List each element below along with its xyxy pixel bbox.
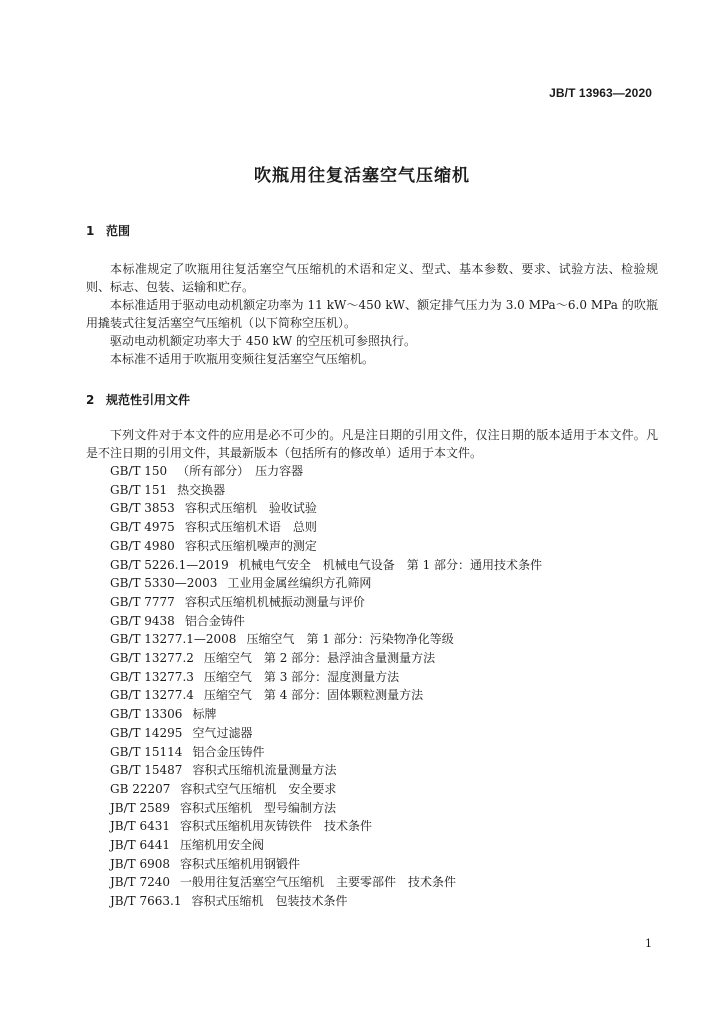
- section-2-intro: 下列文件对于本文件的应用是必不可少的。凡是注日期的引用文件，仅注日期的版本适用于本文件。凡是不注日期的引用文件，其最新版本（包括所有的修改单）适用于本文件。: [86, 428, 658, 460]
- reference-code: JB/T 7240: [110, 875, 171, 890]
- reference-list: [110, 462, 542, 911]
- section-1-paragraph: 本标准适用于驱动电动机额定功率为 11 kW～450 kW、额定排气压力为 3.0 MPa～6.0 MPa 的吹瓶用撬装式往复活塞空气压缩机（以下简称空压机）。: [86, 298, 658, 330]
- reference-item: [110, 556, 542, 575]
- reference-title: 容积式压缩机术语 总则: [184, 520, 317, 535]
- section-1-paragraph: 本标准不适用于吹瓶用变频往复活塞空气压缩机。: [110, 352, 375, 366]
- reference-item: [110, 705, 542, 724]
- reference-item: [110, 593, 542, 612]
- reference-title: 容积式压缩机 验收试验: [184, 501, 317, 516]
- reference-item: [110, 743, 542, 762]
- reference-item: [110, 761, 542, 780]
- section-1-paragraph: 驱动电动机额定功率大于 450 kW 的空压机可参照执行。: [110, 334, 416, 348]
- reference-item: [110, 537, 542, 556]
- reference-code: GB/T 150: [110, 464, 168, 478]
- reference-code: JB/T 7663.1: [110, 894, 182, 909]
- reference-title: （所有部分） 压力容器: [177, 464, 304, 478]
- reference-title: 压缩空气 第 2 部分：悬浮油含量测量方法: [203, 651, 436, 666]
- reference-code: JB/T 2589: [110, 800, 171, 815]
- section-2-number: 2: [86, 393, 95, 407]
- reference-title: 热交换器: [177, 482, 226, 497]
- reference-title: 空气过滤器: [192, 725, 253, 740]
- reference-title: 容积式压缩机用钢锻件: [180, 856, 301, 871]
- document-title: 吹瓶用往复活塞空气压缩机: [254, 166, 470, 186]
- reference-title: 标牌: [192, 707, 217, 722]
- reference-item: [110, 612, 542, 631]
- reference-title: 铝合金压铸件: [192, 744, 265, 759]
- reference-title: 容积式压缩机用灰铸铁件 技术条件: [180, 819, 373, 834]
- reference-item: [110, 873, 542, 892]
- reference-title: 机械电气安全 机械电气设备 第 1 部分：通用技术条件: [238, 557, 543, 572]
- reference-title: 铝合金铸件: [184, 613, 245, 628]
- reference-title: 容积式压缩机机械振动测量与评价: [184, 594, 365, 609]
- reference-code: GB/T 5330—2003: [110, 576, 218, 591]
- reference-item: [110, 817, 542, 836]
- reference-title: 容积式空气压缩机 安全要求: [180, 781, 337, 796]
- reference-code: GB/T 13306: [110, 707, 183, 722]
- standard-code: JB/T 13963—2020: [549, 86, 652, 100]
- reference-title: 容积式压缩机 型号编制方法: [180, 800, 337, 815]
- reference-item: [110, 649, 542, 668]
- reference-item: [110, 724, 542, 743]
- reference-item: [110, 836, 542, 855]
- reference-item: [110, 499, 542, 518]
- reference-code: GB/T 4975: [110, 520, 175, 535]
- section-1-heading: [86, 222, 130, 239]
- reference-code: GB/T 15114: [110, 744, 183, 759]
- reference-code: JB/T 6908: [110, 856, 171, 871]
- reference-item: [110, 481, 542, 500]
- reference-title: 压缩空气 第 4 部分：固体颗粒测量方法: [203, 688, 424, 703]
- reference-code: GB/T 7777: [110, 594, 175, 609]
- reference-title: 压缩空气 第 1 部分：污染物净化等级: [246, 632, 454, 647]
- section-2-heading: [86, 391, 190, 408]
- reference-item: [110, 518, 542, 537]
- reference-code: GB/T 13277.4: [110, 688, 194, 703]
- reference-item: [110, 630, 542, 649]
- reference-item: [110, 780, 542, 799]
- reference-item: [110, 686, 542, 705]
- reference-title: 压缩机用安全阀: [180, 838, 265, 853]
- section-1-number: 1: [86, 224, 95, 238]
- reference-item: [110, 574, 542, 593]
- reference-item: [110, 462, 542, 481]
- reference-code: GB/T 13277.1—2008: [110, 632, 237, 647]
- reference-code: GB 22207: [110, 781, 171, 796]
- reference-code: GB/T 15487: [110, 763, 183, 778]
- reference-code: GB/T 3853: [110, 501, 175, 516]
- section-1-paragraph: 本标准规定了吹瓶用往复活塞空气压缩机的术语和定义、型式、基本参数、要求、试验方法、检验规则、标志、包装、运输和贮存。: [86, 262, 658, 294]
- reference-code: GB/T 4980: [110, 538, 175, 553]
- reference-title: 容积式压缩机噪声的测定: [184, 538, 317, 553]
- reference-code: GB/T 5226.1—2019: [110, 557, 229, 572]
- section-1-title: 范围: [106, 224, 131, 238]
- reference-title: 容积式压缩机流量测量方法: [192, 763, 337, 778]
- reference-title: 一般用往复活塞空气压缩机 主要零部件 技术条件: [180, 875, 457, 890]
- reference-title: 容积式压缩机 包装技术条件: [191, 894, 348, 909]
- reference-item: [110, 668, 542, 687]
- section-1-body: [86, 260, 658, 368]
- page-number: 1: [645, 937, 652, 950]
- section-2-title: 规范性引用文件: [106, 393, 191, 407]
- reference-code: JB/T 6441: [110, 838, 171, 853]
- section-2-body: [86, 426, 658, 462]
- reference-code: GB/T 151: [110, 482, 168, 497]
- reference-item: [110, 855, 542, 874]
- reference-title: 压缩空气 第 3 部分：湿度测量方法: [203, 669, 400, 684]
- reference-code: GB/T 13277.2: [110, 651, 194, 666]
- reference-item: [110, 799, 542, 818]
- reference-code: GB/T 9438: [110, 613, 175, 628]
- reference-title: 工业用金属丝编织方孔筛网: [227, 576, 372, 591]
- reference-code: GB/T 14295: [110, 725, 183, 740]
- reference-code: JB/T 6431: [110, 819, 171, 834]
- reference-code: GB/T 13277.3: [110, 669, 194, 684]
- reference-item: [110, 892, 542, 911]
